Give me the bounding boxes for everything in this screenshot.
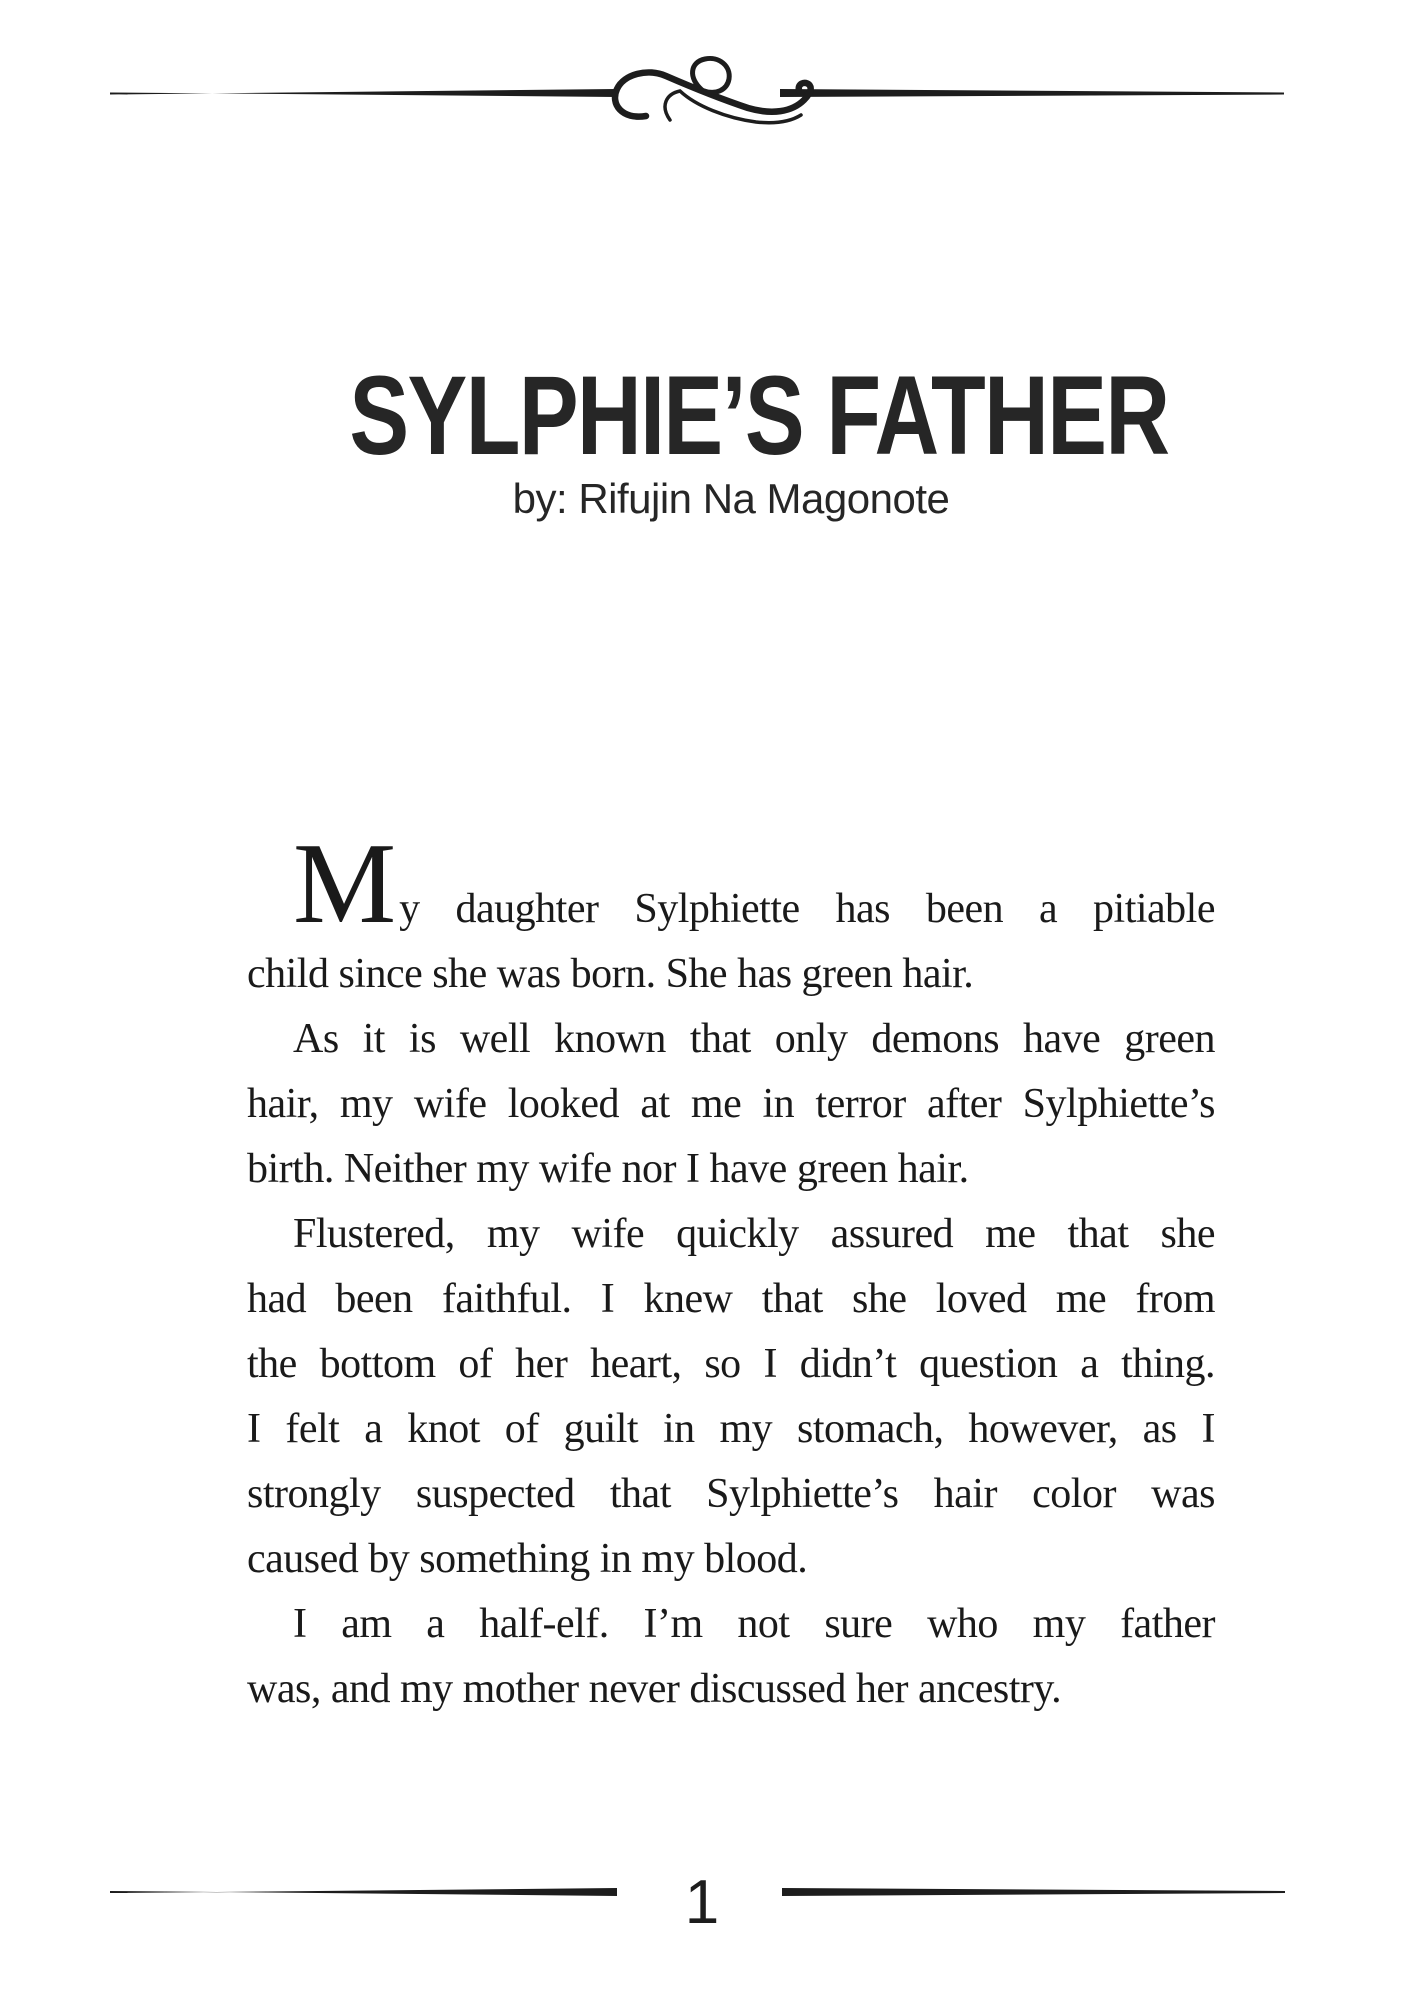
chapter-title-text: SYLPHIE’S FATHER [349, 353, 1169, 478]
page-number: 1 [684, 1868, 720, 1937]
header-ornament [0, 0, 1404, 170]
body-line: Flustered, my wife quickly assured me that she [293, 1211, 1215, 1257]
body-line: child since she was born. She has green hair. [247, 951, 974, 997]
chapter-title [247, 353, 1215, 478]
body-line: I felt a knot of guilt in my stomach, however, as I [247, 1406, 1215, 1452]
body-line: had been faithful. I knew that she loved me from [247, 1276, 1215, 1322]
body-line [247, 820, 1215, 948]
header-rule-left [110, 89, 616, 97]
header-rule-right [780, 89, 1284, 97]
body-line: birth. Neither my wife nor I have green hair. [247, 1146, 969, 1192]
body-line: hair, my wife looked at me in terror after Sylphiette’s [247, 1081, 1215, 1127]
raised-initial-cap: M [293, 820, 397, 948]
body-line: strongly suspected that Sylphiette’s hair color was [247, 1471, 1215, 1517]
body-line: caused by something in my blood. [247, 1536, 808, 1582]
body-line: the bottom of her heart, so I didn’t question a thing. [247, 1341, 1215, 1387]
body-line: was, and my mother never discussed her ancestry. [247, 1666, 1062, 1712]
body-text [247, 820, 1215, 1722]
body-line: I am a half-elf. I’m not sure who my father [293, 1601, 1215, 1647]
body-line: As it is well known that only demons have green [293, 1016, 1215, 1062]
body-line-text: y daughter Sylphiette has been a pitiable [399, 886, 1215, 932]
author-byline: by: Rifujin Na Magonote [512, 475, 950, 522]
